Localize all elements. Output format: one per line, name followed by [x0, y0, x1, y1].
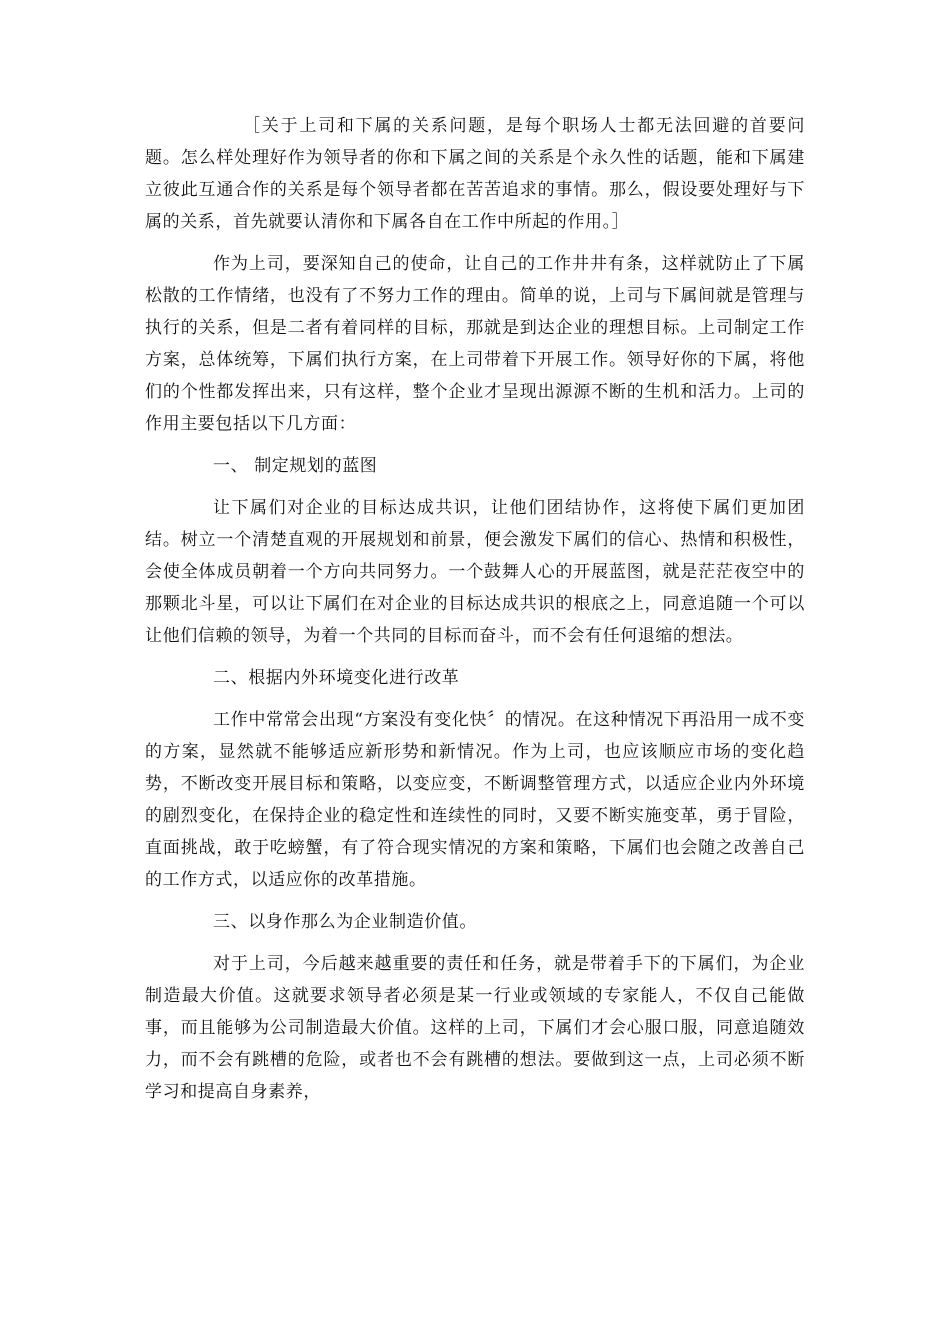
paragraph-role-of-superior: 作为上司，要深知自己的使命，让自己的工作井井有条，这样就防止了下属松散的工作情绪，也没有了不努力工作的理由。简单的说，上司与下属间就是管理与执行的关系，但是二者有着同样的目标，那就是到达企业的理想目标。上司制定工作方案，总体统筹，下属们执行方案，在上司带着下开展工作。领导好你的下属，将他们的个性都发挥出来，只有这样，整个企业才呈现出源源不断的生机和活力。上司的作用主要包括以下几方面： — [145, 254, 805, 434]
document-body — [145, 110, 805, 1108]
paragraph-blueprint: 让下属们对企业的目标达成共识，让他们团结协作，这将使下属们更加团结。树立一个清楚直观的开展规划和前景，便会激发下属们的信心、热情和积极性，会使全体成员朝着一个方向共同努力。一个鼓舞人心的开展蓝图，就是茫茫夜空中的那颗北斗星，可以让下属们在对企业的目标达成共识的根底之上，同意追随一个可以让他们信赖的领导，为着一个共同的目标而奋斗，而不会有任何退缩的想法。 — [145, 498, 805, 646]
paragraph-reform: 工作中常常会出现“方案没有变化快〞的情况。在这种情况下再沿用一成不变的方案，显然就不能够适应新形势和新情况。作为上司，也应该顺应市场的变化趋势，不断改变开展目标和策略，以变应变，不断调整管理方式，以适应企业内外环境的剧烈变化，在保持企业的稳定性和连续性的同时，又要不断实施变革，勇于冒险，直面挑战，敢于吃螃蟹，有了符合现实情况的方案和策略，下属们也会随之改善自己的工作方式，以适应你的改革措施。 — [145, 710, 805, 890]
spacer — [145, 694, 805, 704]
intro-paragraph: ［关于上司和下属的关系问题，是每个职场人士都无法回避的首要问题。怎么样处理好作为领导者的你和下属之间的关系是个永久性的话题，能和下属建立彼此互通合作的关系是每个领导者都在苦苦追求的事情。那么，假设要处理好与下属的关系，首先就要认清你和下属各自在工作中所起的作用。］ — [145, 116, 805, 232]
section-heading-2: 二、根据内外环境变化进行改革 — [213, 668, 460, 688]
paragraph-create-value: 对于上司，今后越来越重要的责任和任务，就是带着手下的下属们，为企业制造最大价值。这就要求领导者必须是某一行业或领域的专家能人，不仅自己能做事，而且能够为公司制造最大价值。这样的上司，下属们才会心服口服，同意追随效力，而不会有跳槽的危险，或者也不会有跳槽的想法。要做到这一点，上司必须不断学习和提高自身素养， — [145, 954, 805, 1102]
spacer — [145, 440, 805, 450]
spacer — [145, 238, 805, 248]
spacer — [145, 482, 805, 492]
section-heading-1: 一、 制定规划的蓝图 — [213, 456, 378, 476]
spacer — [145, 938, 805, 948]
spacer — [145, 652, 805, 662]
spacer — [145, 896, 805, 906]
section-heading-3: 三、以身作那么为企业制造价值。 — [213, 912, 477, 932]
